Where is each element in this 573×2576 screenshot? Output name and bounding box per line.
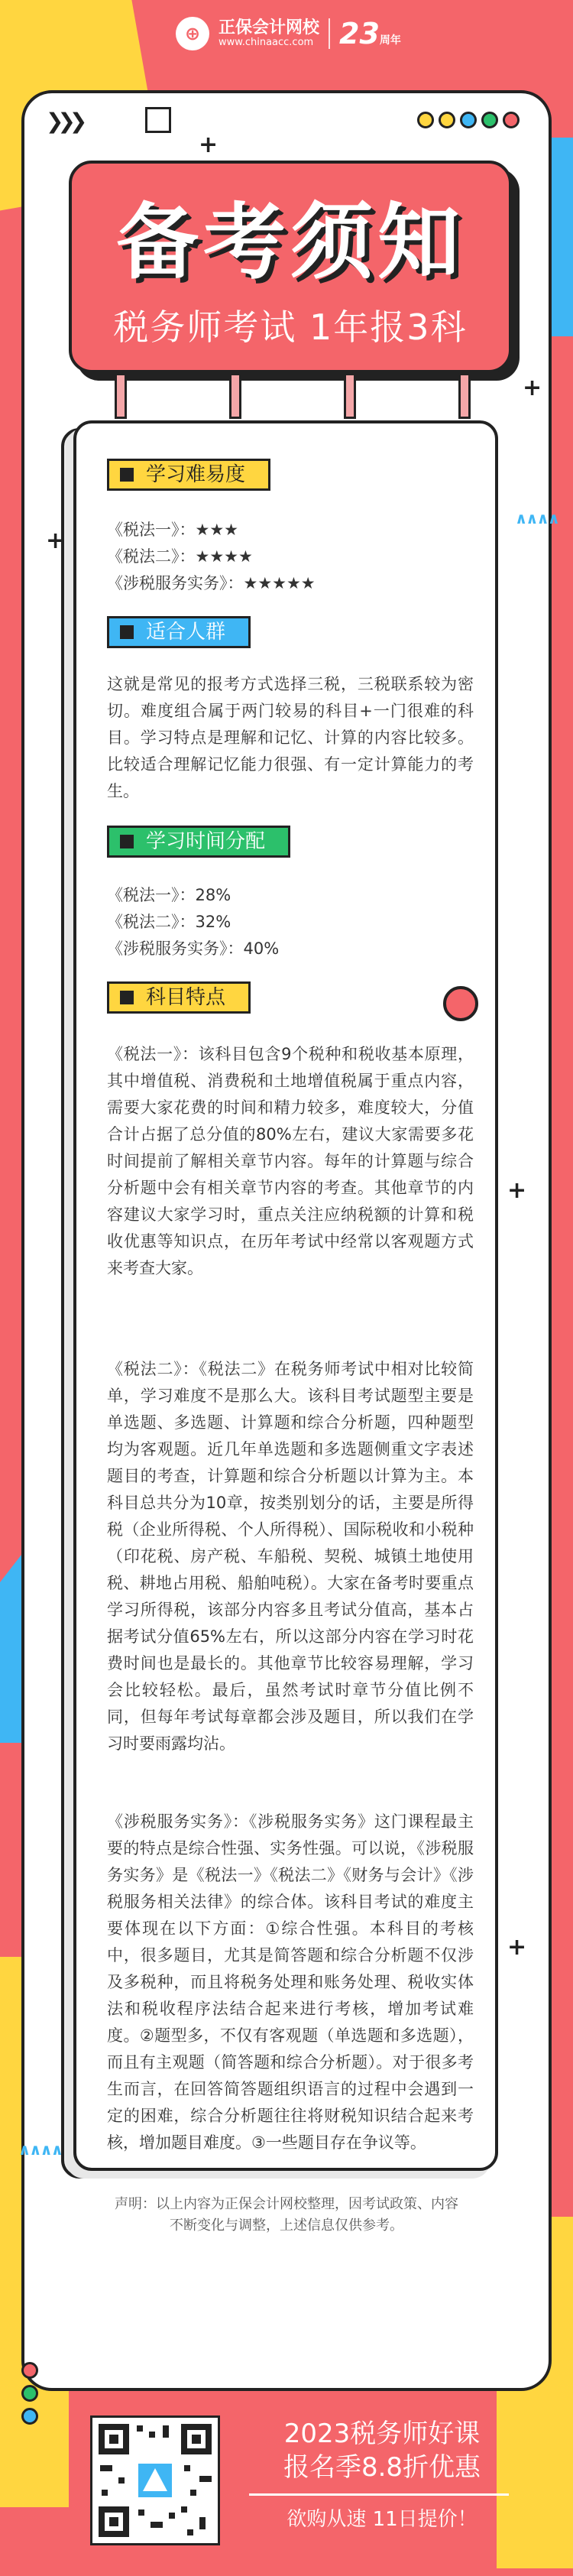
section-tag-features: 科目特点 [107,981,251,1014]
page-subtitle: 税务师考试 1年报3科 [113,307,468,348]
promo-divider [249,2493,509,2496]
plus-icon: + [523,375,542,401]
feature-paragraph: 《税法二》：《税法二》在税务师考试中相对比较简单，学习难度不是那么大。该科目考试题型主要是单选题、多选题、计算题和综合分析题，四种题型均为客观题。近几年单选题和多选题侧重文字表述题目的考查，计算题和综合分析题以计算为主。本科目总共分为10章，按类别划分的话，主要是所得税（企业所得税、个人所得税）、国际税收和小税种（印花税、房产税、车船税、契税、城镇土地使用税、耕地占用税、船舶吨税）。大家在备考时要重点学习所得税，该部分内容多且考试分值高，基本占据考试分值65%左右，所以这部分内容在学习时花费时间也是最长的。其他章节比较容易理解，学习会比较轻松。最后，虽然考试时章节分值比例不同，但每年考试每章都会涉及题目，所以我们在学习时要雨露均沾。 [107,1360,474,1753]
dot-icon [21,2408,38,2425]
plus-icon: + [507,1177,527,1204]
dot-icon [481,112,498,128]
content-card [73,420,498,2171]
dot-icon [21,2362,38,2379]
window-dots [417,112,520,128]
sign-post [344,373,356,419]
time-item: 《税法一》：28% [107,886,231,904]
section-tag-difficulty: 学习难易度 [107,459,270,491]
page-title: 备考须知 [115,195,465,290]
circle-decoration [443,986,478,1021]
section-tag-audience: 适合人群 [107,616,251,648]
difficulty-item: 《涉税服务实务》：★★★★★ [107,574,316,592]
plus-icon: + [199,131,219,158]
brand-header [176,11,405,57]
plus-icon: + [46,527,66,554]
time-item: 《税法二》：32% [107,913,231,931]
cube-icon [145,107,171,133]
disclaimer-text: 声明：以上内容为正保会计网校整理，因考试政策、内容不断变化与调整，上述信息仅供参考。 [115,2196,458,2234]
difficulty-item: 《税法二》：★★★★ [107,547,253,566]
difficulty-item: 《税法一》：★★★ [107,521,238,539]
sign-post [115,373,127,419]
title-sign [69,161,512,373]
brand-divider [329,18,330,49]
sign-post [229,373,241,419]
brand-logo-icon: ⊕ [176,17,209,50]
dot-icon [460,112,477,128]
promo-headline: 2023税务师好课 [283,2419,481,2449]
circle-stack [21,2362,38,2425]
anniversary-badge [339,17,401,50]
sign-post [458,373,471,419]
brand-text [219,19,319,48]
qr-code-icon [90,2415,220,2545]
dot-icon [503,112,520,128]
chevrons-icon: ❯❯❯ [46,109,82,134]
promo-deadline: 欲购从速 11日提价！ [286,2508,478,2531]
dot-icon [439,112,455,128]
dot-icon [417,112,434,128]
audience-text: 这就是常见的报考方式选择三税，三税联系较为密切。难度组合属于两门较易的科目+一门很难的科目。学习特点是理解和记忆、计算的内容比较多。比较适合理解记忆能力很强、有一定计算能力的考生。 [107,675,474,800]
dot-icon [21,2385,38,2402]
feature-paragraph: 《涉税服务实务》：《涉税服务实务》这门课程最主要的特点是综合性强、实务性强。可以说，《涉税服务实务》是《税法一》《税法二》《财务与会计》《涉税服务相关法律》的综合体。该科目考试的难度主要体现在以下方面：①综合性强。本科目的考核中，很多题目，尤其是简答题和综合分析题不仅涉及多税种，而且将税务处理和账务处理、税收实体法和税收程序法结合起来进行考核，增加考试难度。②题型多，不仅有客观题（单选题和多选题），而且有主观题（简答题和综合分析题）。对于很多考生而言，在回答简答题组织语言的过程中会遇到一定的困难，综合分析题往往将财税知识结合起来考核，增加题目难度。③一些题目存在争议等。 [107,1812,474,2152]
anniversary-suffix: 周年 [379,34,401,47]
promo-discount: 报名季8.8折优惠 [283,2452,481,2483]
section-tag-time: 学习时间分配 [107,826,290,858]
zigzag-icon: ∧∧∧∧ [515,509,558,527]
frame-topbar [31,107,542,138]
brand-url: www.chinaacc.com [219,36,314,48]
anniversary-number: 23 [339,17,380,50]
plus-icon: + [507,1934,527,1961]
time-item: 《涉税服务实务》：40% [107,939,280,958]
brand-name: 正保会计网校 [219,18,320,37]
zigzag-icon: ∧∧∧∧ [18,2140,62,2159]
feature-paragraph: 《税法一》：该科目包含9个税种和税收基本原理，其中增值税、消费税和土地增值税属于重点内容，需要大家花费的时间和精力较多，难度较大，分值合计占据了总分值的80%左右，建议大家需要多花时间提前了解相关章节内容。每年的计算题与综合分析题中会有相关章节内容的考查。其他章节的内容建议大家学习时，重点关注应纳税额的计算和税收优惠等知识点，在历年考试中经常以客观题方式来考查大家。 [107,1045,474,1277]
qr-code-graphic [92,2418,218,2543]
